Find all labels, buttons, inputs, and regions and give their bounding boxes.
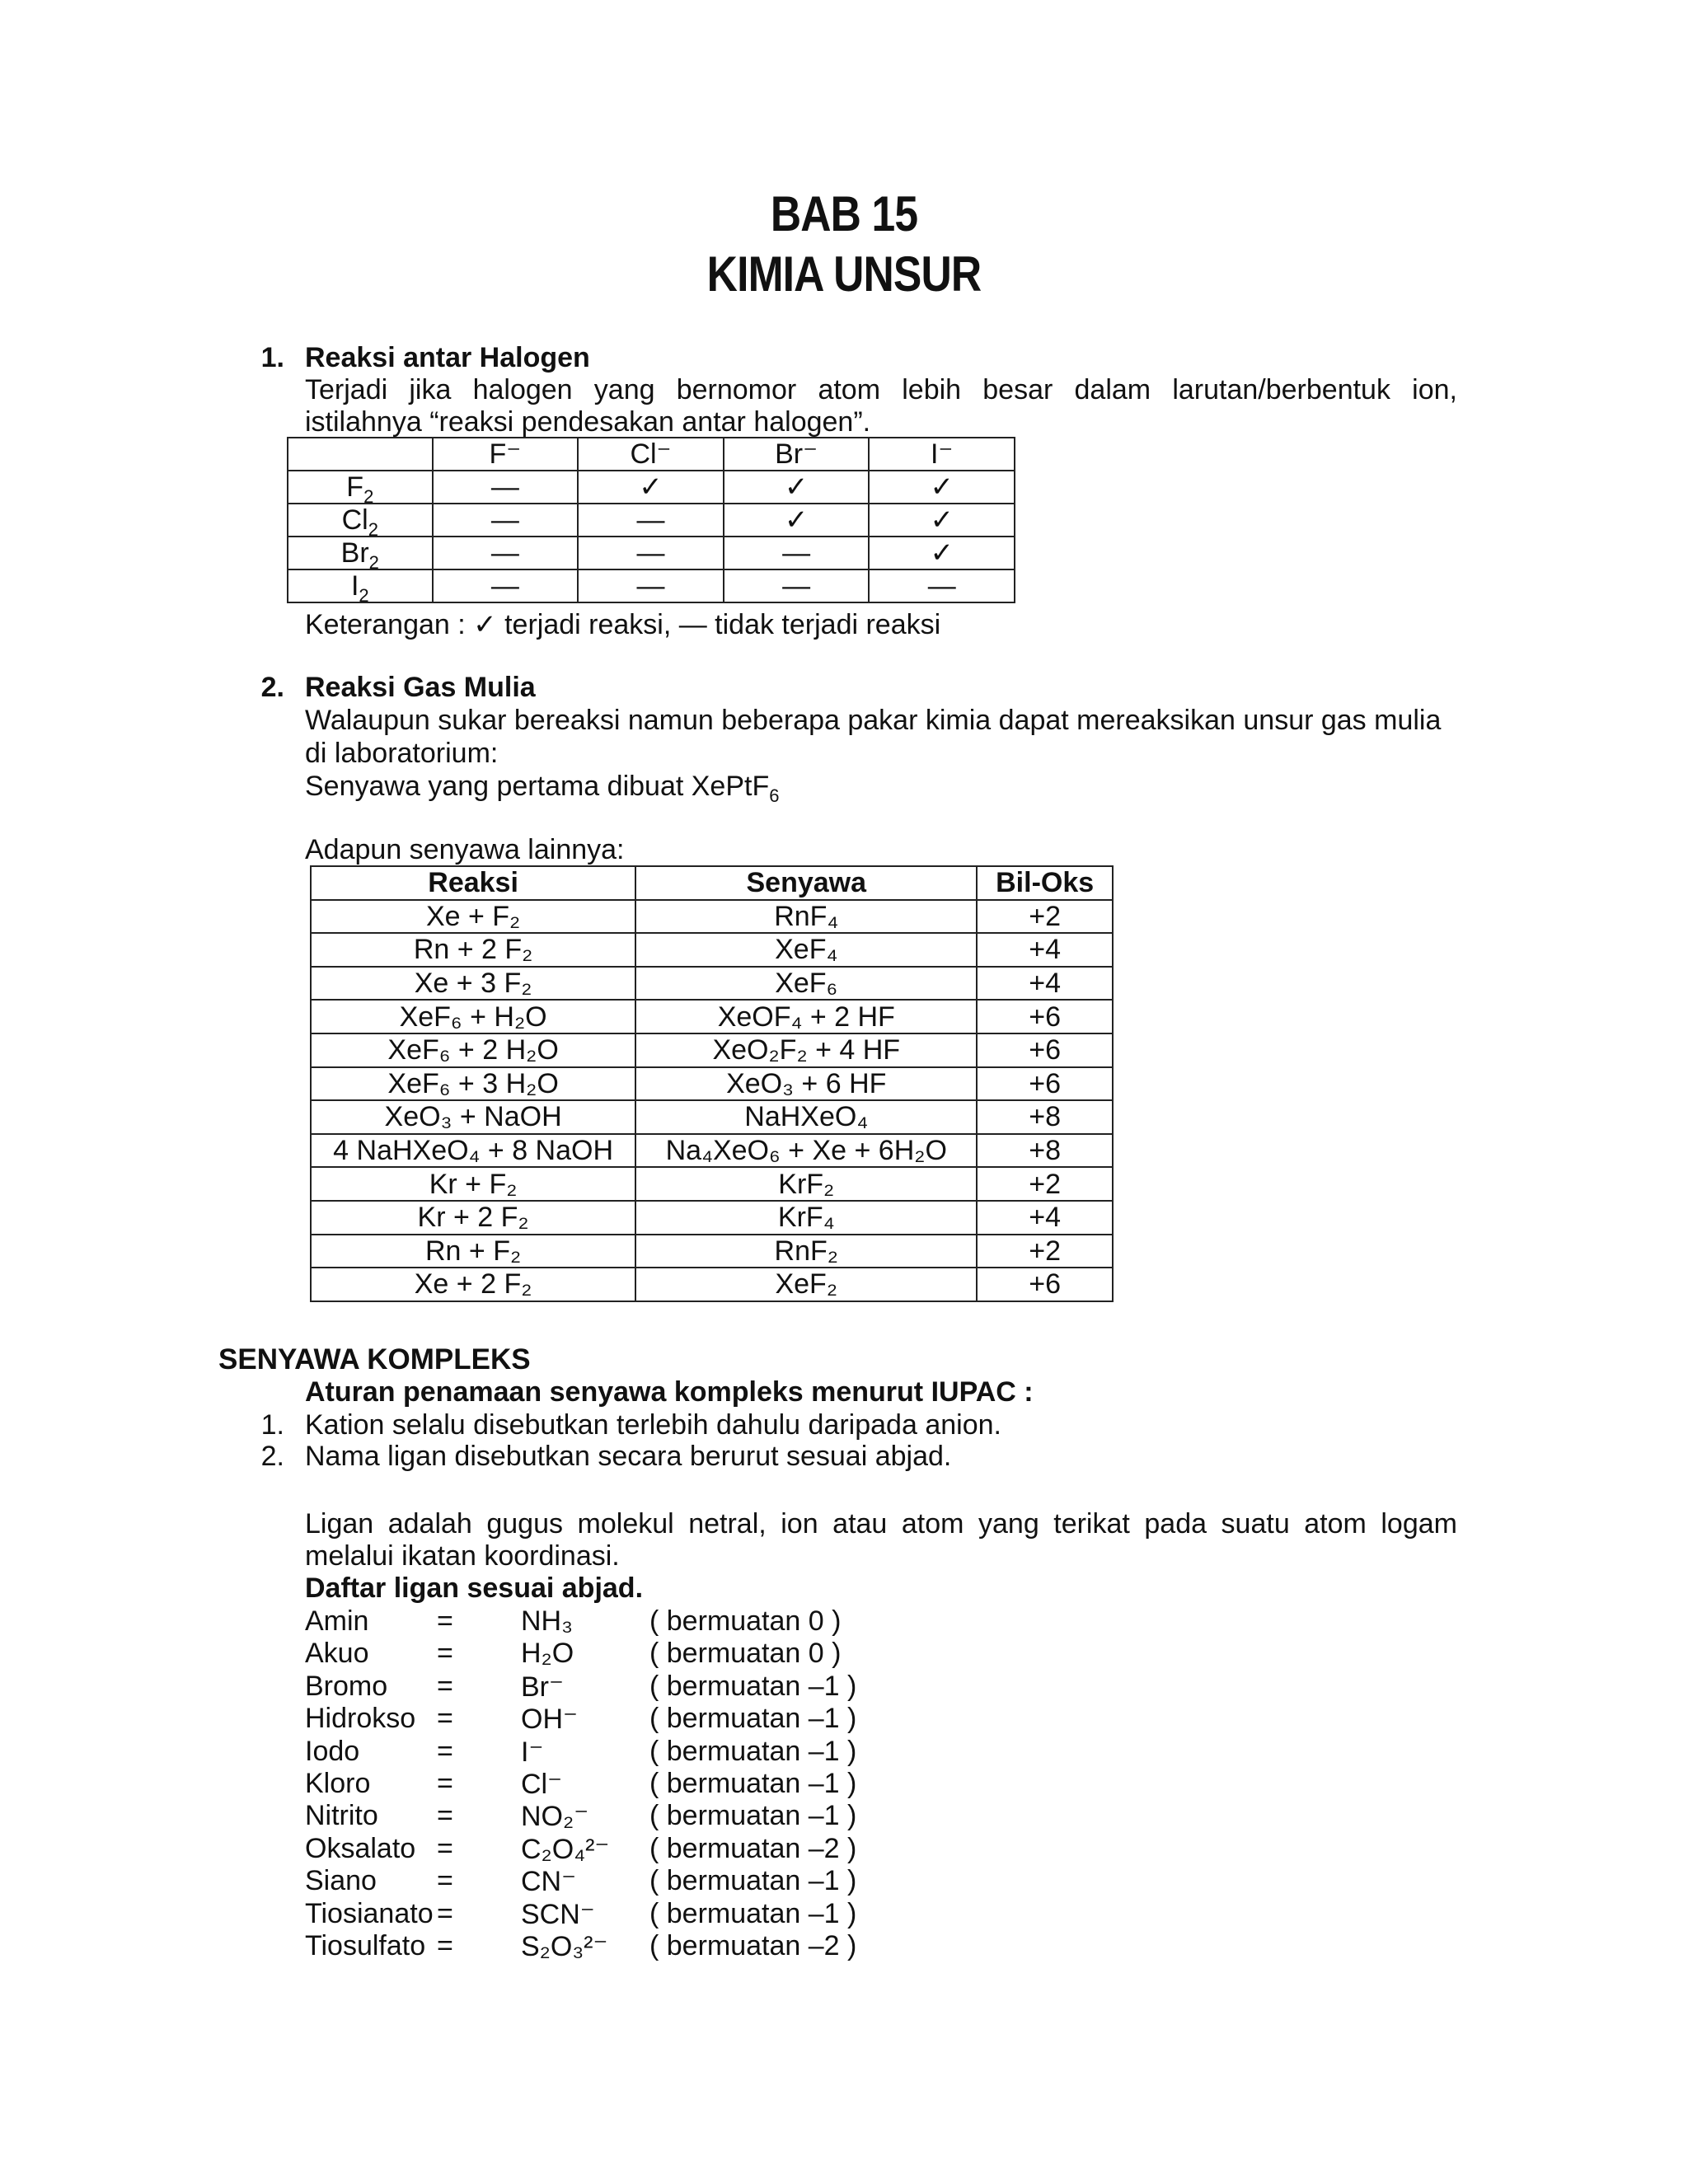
gas-table-row bbox=[311, 1235, 1113, 1268]
ligand-formula: S₂O₃²⁻ bbox=[521, 1931, 608, 1962]
ligand-name: Amin bbox=[305, 1605, 369, 1637]
halogen-cell: — bbox=[433, 569, 579, 602]
noble-gas-table bbox=[310, 865, 1114, 1302]
gas-cell-biloks: +6 bbox=[977, 1268, 1113, 1301]
halogen-cell: — bbox=[433, 537, 579, 569]
gas-cell-reaksi: Rn + 2 F₂ bbox=[311, 933, 635, 967]
gas-cell-senyawa: KrF₂ bbox=[635, 1167, 977, 1201]
ligand-definition-line1: Ligan adalah gugus molekul netral, ion atau atom yang terikat pada suatu atom logam bbox=[305, 1508, 1457, 1540]
ligand-eq: = bbox=[437, 1638, 453, 1670]
halogen-legend: Keterangan : ✓ terjadi reaksi, — tidak terjadi reaksi bbox=[305, 609, 941, 640]
halogen-cell: — bbox=[869, 569, 1015, 602]
gas-table-row bbox=[311, 1033, 1113, 1067]
ligand-eq: = bbox=[437, 1865, 453, 1897]
ligand-charge: ( bermuatan –2 ) bbox=[649, 1930, 857, 1961]
gas-table-row bbox=[311, 1134, 1113, 1168]
ligand-formula: C₂O₄²⁻ bbox=[521, 1833, 610, 1865]
gas-cell-senyawa: XeO₃ + 6 HF bbox=[635, 1067, 977, 1101]
ligand-eq: = bbox=[437, 1605, 453, 1637]
gas-cell-biloks: +2 bbox=[977, 1167, 1113, 1201]
halogen-cell: — bbox=[433, 471, 579, 504]
gas-cell-senyawa: XeOF₄ + 2 HF bbox=[635, 1000, 977, 1033]
rule-number: 2. bbox=[260, 1441, 284, 1472]
ligand-eq: = bbox=[437, 1670, 453, 1702]
gas-cell-reaksi: XeF₆ + H₂O bbox=[311, 1000, 635, 1033]
gas-cell-senyawa: XeF₆ bbox=[635, 967, 977, 1001]
gas-cell-biloks: +2 bbox=[977, 900, 1113, 934]
first-compound: Senyawa yang pertama dibuat XePtF$_6$ bbox=[305, 771, 780, 806]
gas-table-row bbox=[311, 933, 1113, 967]
gas-cell-reaksi: Rn + F₂ bbox=[311, 1235, 635, 1268]
halogen-row-label: $Br_2$ bbox=[288, 537, 433, 569]
ligand-row bbox=[305, 1800, 964, 1833]
halogen-header-row bbox=[288, 438, 1015, 471]
section1-text-line1: Terjadi jika halogen yang bernomor atom lebih besar dalam larutan/berbentuk ion, bbox=[305, 374, 1457, 405]
gas-cell-senyawa: RnF₄ bbox=[635, 900, 977, 934]
gas-cell-reaksi: Xe + 2 F₂ bbox=[311, 1268, 635, 1301]
ligand-row bbox=[305, 1768, 964, 1801]
section2-text-line1: Walaupun sukar bereaksi namun beberapa pakar kimia dapat mereaksikan unsur gas mulia bbox=[305, 705, 1442, 736]
ligand-row bbox=[305, 1671, 964, 1704]
ligand-definition-line2: melalui ikatan koordinasi. bbox=[305, 1540, 620, 1572]
ligand-row bbox=[305, 1898, 964, 1931]
gas-table-row bbox=[311, 1201, 1113, 1235]
ligand-charge: ( bermuatan –1 ) bbox=[649, 1800, 857, 1832]
halogen-cell: — bbox=[724, 569, 870, 602]
halogen-cell: ✓ bbox=[724, 504, 870, 537]
ligand-name: Bromo bbox=[305, 1670, 388, 1702]
ligand-name: Hidrokso bbox=[305, 1703, 416, 1735]
halogen-cell: — bbox=[724, 537, 870, 569]
gas-table-row bbox=[311, 1167, 1113, 1201]
ligand-charge: ( bermuatan –1 ) bbox=[649, 1735, 857, 1767]
ligand-formula: H₂O bbox=[521, 1638, 574, 1670]
ligand-eq: = bbox=[437, 1800, 453, 1832]
ligand-name: Siano bbox=[305, 1865, 377, 1897]
ligand-formula: Cl⁻ bbox=[521, 1769, 563, 1800]
gas-cell-reaksi: XeF₆ + 2 H₂O bbox=[311, 1033, 635, 1067]
ligand-charge: ( bermuatan 0 ) bbox=[649, 1605, 842, 1637]
ligand-formula: NO₂⁻ bbox=[521, 1801, 589, 1833]
halogen-row bbox=[288, 504, 1015, 537]
halogen-row bbox=[288, 471, 1015, 504]
ligand-formula: CN⁻ bbox=[521, 1866, 577, 1898]
gas-table-row bbox=[311, 1000, 1113, 1033]
halogen-cell: ✓ bbox=[578, 471, 724, 504]
ligand-eq: = bbox=[437, 1832, 453, 1864]
gas-cell-biloks: +6 bbox=[977, 1067, 1113, 1101]
gas-header-cell: Bil-Oks bbox=[977, 866, 1113, 900]
gas-cell-senyawa: RnF₂ bbox=[635, 1235, 977, 1268]
ligand-charge: ( bermuatan –1 ) bbox=[649, 1703, 857, 1735]
halogen-cell: ✓ bbox=[869, 471, 1015, 504]
ligand-row bbox=[305, 1865, 964, 1898]
halogen-reaction-table bbox=[287, 437, 1015, 606]
halogen-cell: ✓ bbox=[869, 504, 1015, 537]
ligand-name: Tiosianato bbox=[305, 1897, 434, 1929]
gas-table-row bbox=[311, 900, 1113, 934]
gas-cell-senyawa: XeF₄ bbox=[635, 933, 977, 967]
halogen-header-cell: I⁻ bbox=[869, 438, 1015, 471]
halogen-header-cell: F⁻ bbox=[433, 438, 579, 471]
ligand-name: Iodo bbox=[305, 1735, 360, 1767]
gas-cell-biloks: +6 bbox=[977, 1000, 1113, 1033]
gas-cell-biloks: +4 bbox=[977, 933, 1113, 967]
ligand-formula: I⁻ bbox=[521, 1736, 544, 1768]
ligand-eq: = bbox=[437, 1703, 453, 1735]
gas-table-row bbox=[311, 1100, 1113, 1134]
section1-heading: Reaksi antar Halogen bbox=[305, 342, 590, 373]
gas-table-row bbox=[311, 1067, 1113, 1101]
ligand-row bbox=[305, 1736, 964, 1769]
ligand-name: Oksalato bbox=[305, 1832, 416, 1864]
gas-cell-reaksi: 4 NaHXeO₄ + 8 NaOH bbox=[311, 1134, 635, 1168]
section2-text-line2: di laboratorium: bbox=[305, 738, 499, 769]
gas-header-cell: Senyawa bbox=[635, 866, 977, 900]
gas-cell-senyawa: NaHXeO₄ bbox=[635, 1100, 977, 1134]
section3-heading: SENYAWA KOMPLEKS bbox=[218, 1343, 531, 1376]
ligand-charge: ( bermuatan 0 ) bbox=[649, 1638, 842, 1670]
halogen-cell: — bbox=[578, 537, 724, 569]
ligand-formula: SCN⁻ bbox=[521, 1898, 595, 1930]
ligand-row bbox=[305, 1605, 964, 1638]
halogen-row bbox=[288, 537, 1015, 569]
halogen-cell: — bbox=[433, 504, 579, 537]
ligand-charge: ( bermuatan –2 ) bbox=[649, 1832, 857, 1864]
ligand-name: Nitrito bbox=[305, 1800, 378, 1832]
gas-cell-senyawa: KrF₄ bbox=[635, 1201, 977, 1235]
gas-cell-biloks: +2 bbox=[977, 1235, 1113, 1268]
gas-cell-biloks: +8 bbox=[977, 1134, 1113, 1168]
gas-cell-reaksi: Kr + F₂ bbox=[311, 1167, 635, 1201]
section1-number: 1. bbox=[260, 342, 284, 373]
gas-cell-reaksi: Xe + F₂ bbox=[311, 900, 635, 934]
halogen-row-label: $Cl_2$ bbox=[288, 504, 433, 537]
halogen-row bbox=[288, 569, 1015, 602]
iupac-rules-heading: Aturan penamaan senyawa kompleks menurut IUPAC : bbox=[305, 1376, 1034, 1408]
chapter-title: KIMIA UNSUR bbox=[706, 246, 982, 302]
rule-number: 1. bbox=[260, 1409, 284, 1441]
ligand-row bbox=[305, 1833, 964, 1866]
gas-cell-reaksi: Kr + 2 F₂ bbox=[311, 1201, 635, 1235]
halogen-cell: — bbox=[578, 504, 724, 537]
halogen-header-cell: Cl⁻ bbox=[578, 438, 724, 471]
gas-cell-senyawa: XeO₂F₂ + 4 HF bbox=[635, 1033, 977, 1067]
halogen-header-blank bbox=[288, 438, 433, 471]
gas-cell-senyawa: Na₄XeO₆ + Xe + 6H₂O bbox=[635, 1134, 977, 1168]
ligand-charge: ( bermuatan –1 ) bbox=[649, 1897, 857, 1929]
gas-table-row bbox=[311, 1268, 1113, 1301]
halogen-row-label: $I_2$ bbox=[288, 569, 433, 602]
ligand-charge: ( bermuatan –1 ) bbox=[649, 1670, 857, 1702]
halogen-cell: ✓ bbox=[724, 471, 870, 504]
ligand-name: Kloro bbox=[305, 1768, 371, 1799]
ligand-formula: Br⁻ bbox=[521, 1671, 564, 1703]
rule-text: Nama ligan disebutkan secara berurut sesuai abjad. bbox=[305, 1441, 952, 1472]
ligand-list-heading: Daftar ligan sesuai abjad. bbox=[305, 1572, 644, 1604]
ligand-formula: NH₃ bbox=[521, 1605, 573, 1637]
gas-cell-reaksi: XeO₃ + NaOH bbox=[311, 1100, 635, 1134]
ligand-eq: = bbox=[437, 1897, 453, 1929]
halogen-row-label: $F_2$ bbox=[288, 471, 433, 504]
ligand-eq: = bbox=[437, 1735, 453, 1767]
ligand-row bbox=[305, 1638, 964, 1671]
ligand-charge: ( bermuatan –1 ) bbox=[649, 1865, 857, 1897]
gas-cell-biloks: +4 bbox=[977, 1201, 1113, 1235]
gas-cell-senyawa: XeF₂ bbox=[635, 1268, 977, 1301]
gas-table-row bbox=[311, 967, 1113, 1001]
gas-cell-biloks: +8 bbox=[977, 1100, 1113, 1134]
ligand-charge: ( bermuatan –1 ) bbox=[649, 1768, 857, 1799]
ligand-eq: = bbox=[437, 1930, 453, 1961]
gas-header-cell: Reaksi bbox=[311, 866, 635, 900]
ligand-row bbox=[305, 1930, 964, 1963]
ligand-name: Tiosulfato bbox=[305, 1930, 426, 1961]
section2-number: 2. bbox=[260, 672, 284, 703]
halogen-cell: ✓ bbox=[869, 537, 1015, 569]
gas-cell-biloks: +6 bbox=[977, 1033, 1113, 1067]
gas-cell-reaksi: Xe + 3 F₂ bbox=[311, 967, 635, 1001]
section1-text-line2: istilahnya “reaksi pendesakan antar halogen”. bbox=[305, 406, 871, 438]
ligand-name: Akuo bbox=[305, 1638, 369, 1670]
gas-header-row bbox=[311, 866, 1113, 900]
ligand-eq: = bbox=[437, 1768, 453, 1799]
chapter-number: BAB 15 bbox=[770, 186, 918, 241]
halogen-cell: — bbox=[578, 569, 724, 602]
rule-text: Kation selalu disebutkan terlebih dahulu daripada anion. bbox=[305, 1409, 1001, 1441]
ligand-row bbox=[305, 1703, 964, 1736]
halogen-header-cell: Br⁻ bbox=[724, 438, 870, 471]
gas-cell-biloks: +4 bbox=[977, 967, 1113, 1001]
section2-heading: Reaksi Gas Mulia bbox=[305, 672, 536, 703]
gas-cell-reaksi: XeF₆ + 3 H₂O bbox=[311, 1067, 635, 1101]
ligand-formula: OH⁻ bbox=[521, 1704, 578, 1736]
other-compounds-label: Adapun senyawa lainnya: bbox=[305, 834, 625, 865]
